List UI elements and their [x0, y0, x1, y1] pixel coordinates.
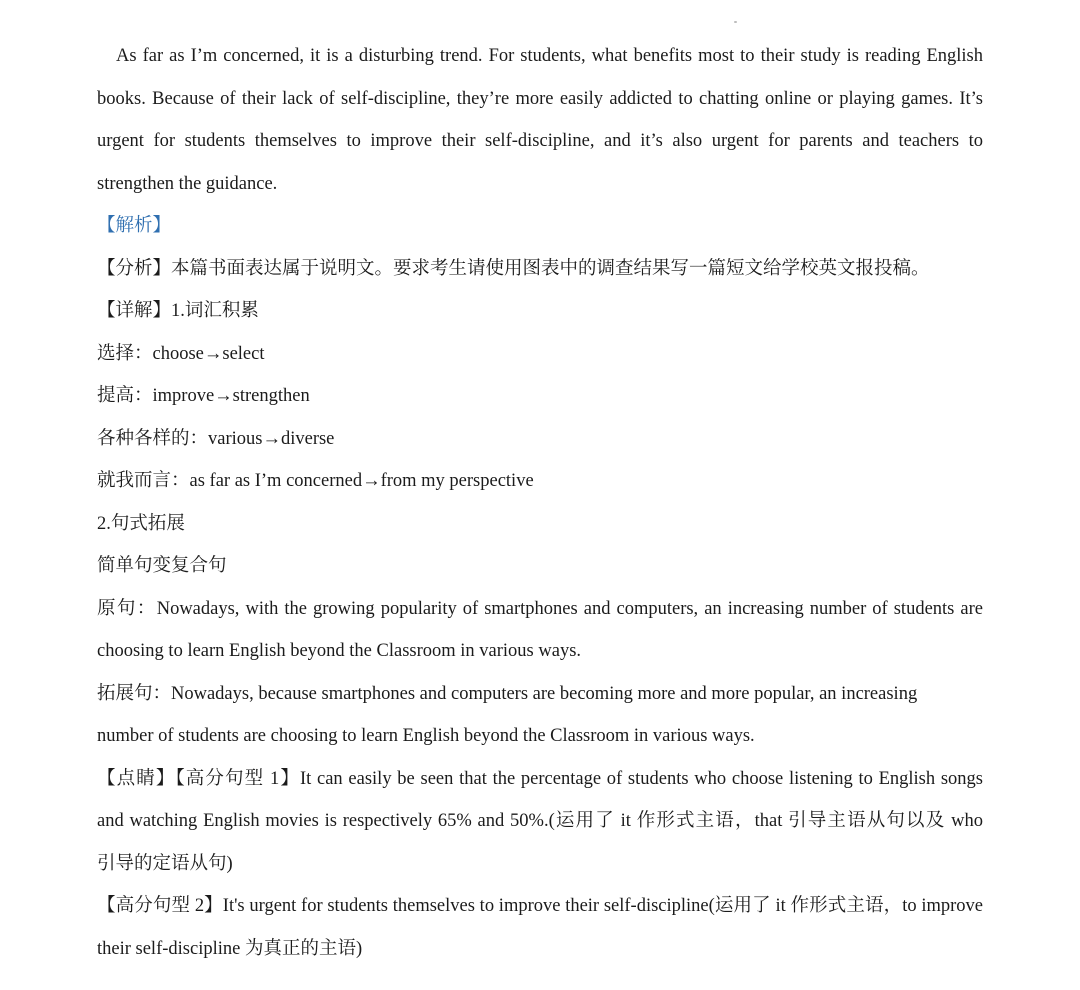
- essay-line-1: As far as I’m concerned, it is a disturbing trend. For students, what benefits most to their study is reading English: [116, 46, 983, 66]
- extended-line-2: number of students are choosing to learn English beyond the Classroom in various ways.: [97, 726, 755, 746]
- vocab-item: 各种各样的：various→diverse: [97, 428, 335, 449]
- vocab-item: 就我而言：as far as I’m concerned→from my perspective: [97, 471, 534, 491]
- highlight-1-line-2: and watching English movies is respectively 65% and 50%.(运用了 it 作形式主语，that 引导主语从句以及 who: [97, 811, 983, 831]
- analysis-heading: 【解析】: [97, 216, 172, 236]
- extended-sentence: [97, 673, 983, 758]
- analysis-summary: 【分析】本篇书面表达属于说明文。要求考生请使用图表中的调查结果写一篇短文给学校英文报投稿。: [97, 258, 930, 279]
- essay-line-2: books. Because of their lack of self-discipline, they’re more easily addicted to chatting online or playing games. It’s: [97, 88, 983, 109]
- vocab-list: [97, 333, 983, 503]
- high-score-sentence-2: [97, 885, 983, 970]
- original-line-2: choosing to learn English beyond the Classroom in various ways.: [97, 641, 582, 661]
- document-content: [97, 35, 983, 970]
- scan-speck: [734, 21, 737, 23]
- highlight-1-line-3: 引导的定语从句): [97, 853, 233, 874]
- original-sentence: [97, 588, 983, 673]
- highlight-2-line-1: 【高分句型 2】It's urgent for students themselves to improve their self-discipline(运用了 it 作形式主语，to improve: [97, 896, 983, 916]
- essay-line-4: strengthen the guidance.: [97, 173, 278, 194]
- high-score-sentence-1: [97, 758, 983, 886]
- essay-paragraph: [97, 35, 983, 205]
- detail-heading: 【详解】1.词汇积累: [97, 301, 259, 321]
- essay-line-3: urgent for students themselves to improve their self-discipline, and it’s also urgent for parents and teachers to: [97, 131, 983, 151]
- original-line-1: 原句：Nowadays, with the growing popularity of smartphones and computers, an increasing number of students are: [97, 598, 983, 619]
- highlight-1-line-1: 【点睛】【高分句型 1】It can easily be seen that the percentage of students who choose listening to English songs: [97, 768, 983, 789]
- vocab-item: 选择：choose→select: [97, 343, 265, 364]
- highlight-2-line-2: their self-discipline 为真正的主语): [97, 938, 363, 959]
- syntax-heading: 2.句式拓展: [97, 513, 185, 534]
- extended-line-1: 拓展句：Nowadays, because smartphones and computers are becoming more and more popular, an increasing: [97, 683, 918, 704]
- syntax-subheading: 简单句变复合句: [97, 556, 227, 576]
- vocab-item: 提高：improve→strengthen: [97, 386, 310, 406]
